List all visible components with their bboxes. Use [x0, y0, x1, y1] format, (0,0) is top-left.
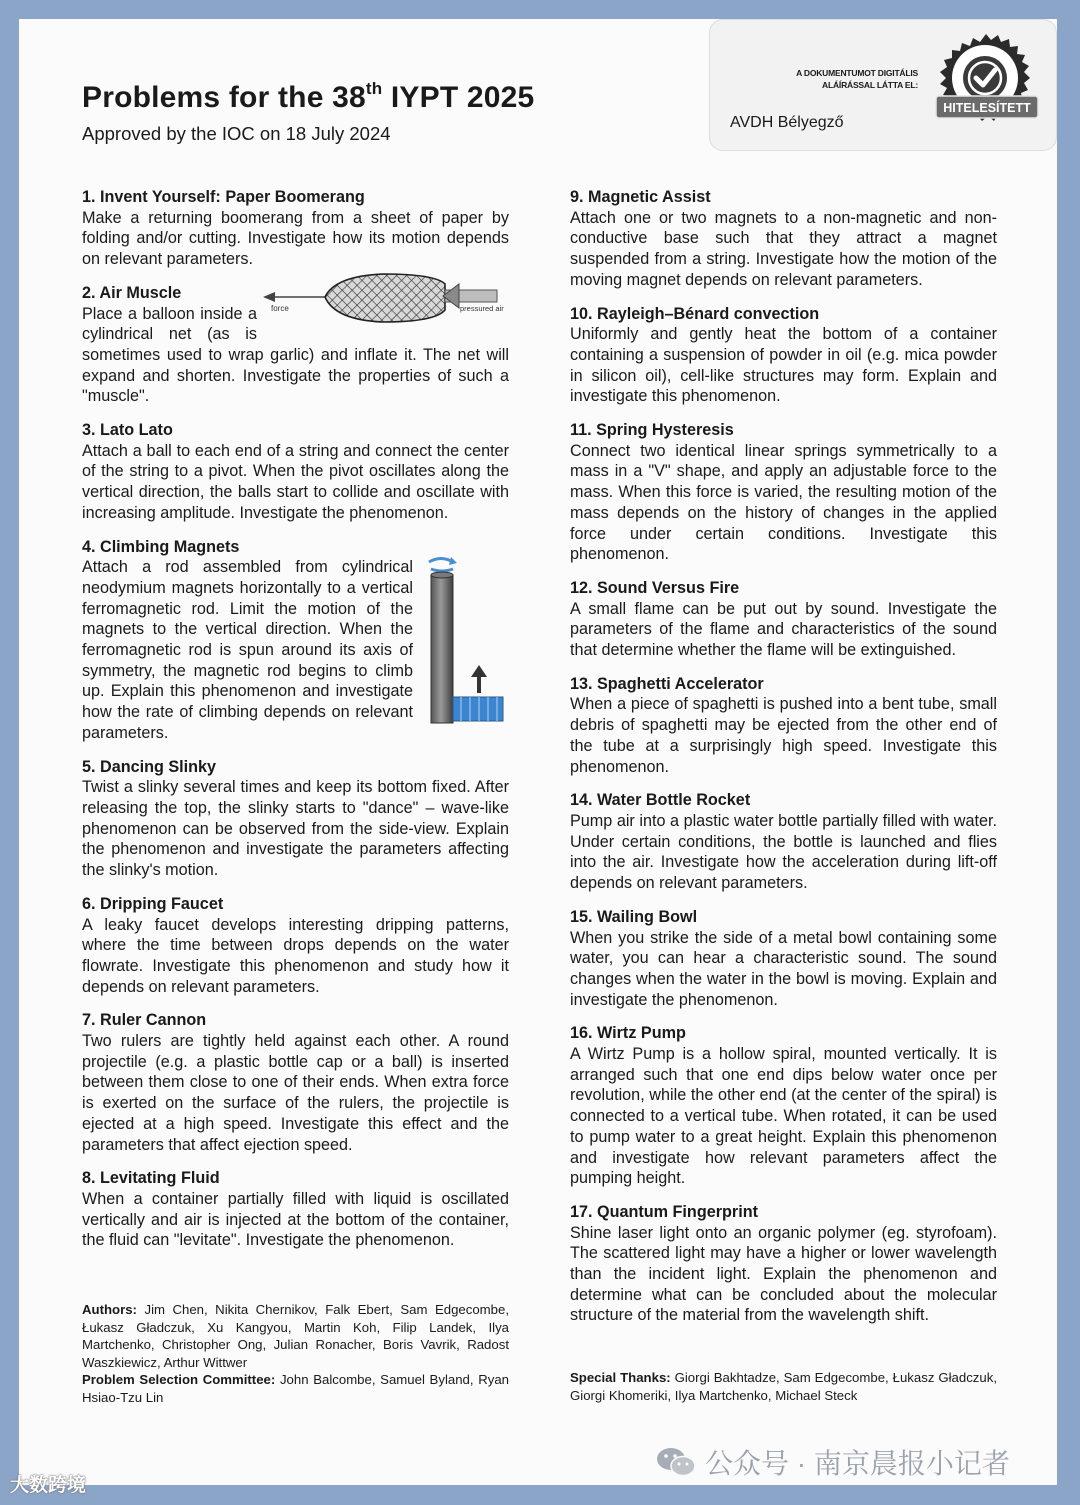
problem-title: 1. Invent Yourself: Paper Boomerang [82, 188, 365, 206]
problem-title: 15. Wailing Bowl [570, 907, 698, 926]
problem-text: Two rulers are tightly held against each other. A round projectile (e.g. a plastic bottle cap or a ball) is inserted between them close to one of their ends. When extra force is exerted on the surface of the rulers, the projectile is ejected at a high speed. Investigate this effect and the parameters that affect ejection speed. [82, 1032, 509, 1154]
problem-title: 4. Climbing Magnets [82, 537, 240, 556]
problem-title: 13. Spaghetti Accelerator [570, 674, 764, 693]
problem-title: 7. Ruler Cannon [82, 1011, 207, 1030]
problem-item [82, 420, 509, 524]
problem-text: A Wirtz Pump is a hollow spiral, mounted vertically. It is arranged such that one end dips below water once per revolution, while the other end (at the center of the spiral) is connected to a vertical tube. When rotated, it can be used to pump water to a great height. Explain this phenomenon and investigate how relevant parameters affect the pumping height. [570, 1045, 997, 1188]
problem-title: 10. Rayleigh–Bénard convection [570, 304, 820, 323]
problem-title: 11. Spring Hysteresis [570, 421, 734, 440]
problem-text: When you strike the side of a metal bowl containing some water, you can hear a characteristic sound. The sound changes when the water in the bowl is moving. Explain and investigate the phenomenon. [570, 928, 997, 1009]
problem-item [570, 304, 997, 408]
seal-banner-text: HITELESÍTETT [943, 101, 1031, 115]
problem-item [82, 1168, 509, 1251]
climbing-magnets-figure [427, 557, 509, 727]
stamp-name: AVDH Bélyegző [730, 114, 844, 131]
problem-item [570, 420, 997, 565]
problem-item [570, 1202, 997, 1326]
problems-right-column [570, 187, 997, 1339]
problem-title: 6. Dripping Faucet [82, 894, 224, 913]
stamp-caption: A DOKUMENTUMOT DIGITÁLIS ALÁÍRÁSSAL LÁTTA EL: [796, 68, 918, 90]
problem-text: A leaky faucet develops interesting dripping patterns, where the time between drops depends on the water flowrate. Investigate this phenomenon and study how it depends on relevant parameters. [82, 915, 509, 996]
wechat-watermark: 公众号 · 南京晨报小记者 [655, 1442, 1010, 1482]
seal-icon [928, 32, 1044, 140]
problem-text: Connect two identical linear springs symmetrically to a mass in a "V" shape, and apply an adjustable force to the mass. When this force is varied, the resulting motion of the mass depends on the history of changes in the applied force under certain conditions. Investigate this phenomenon. [570, 441, 997, 564]
page-title: Problems for the 38th IYPT 2025 [82, 79, 535, 114]
problem-item [82, 187, 509, 270]
pressured-air-label: pressured air [460, 303, 504, 313]
problem-text: When a container partially filled with liquid is oscillated vertically and air is injected at the bottom of the container, the fluid can "levitate". Investigate the phenomenon. [82, 1189, 509, 1250]
problem-title: 16. Wirtz Pump [570, 1024, 686, 1043]
problem-item [570, 187, 997, 291]
problem-title: 14. Water Bottle Rocket [570, 791, 751, 810]
problem-title: 5. Dancing Slinky [82, 757, 217, 776]
problem-title: 8. Levitating Fluid [82, 1169, 220, 1188]
problem-item [570, 907, 997, 1011]
problem-title: 12. Sound Versus Fire [570, 578, 740, 597]
problem-text: Shine laser light onto an organic polymer (eg. styrofoam). The scattered light may have a higher or lower wavelength than the incident light. Explain the phenomenon and determine what can be concluded about the molecular structure of the material from the wavelength shift. [570, 1223, 997, 1325]
problem-title: 3. Lato Lato [82, 421, 173, 440]
page-subtitle: Approved by the IOC on 18 July 2024 [82, 123, 391, 144]
problem-text: A small flame can be put out by sound. Investigate the parameters of the flame and characteristics of the sound that determine whether the flame will be extinguished. [570, 599, 997, 660]
problem-item [570, 790, 997, 894]
problem-item [82, 537, 509, 744]
problem-text: When a piece of spaghetti is pushed into a bent tube, small debris of spaghetti may be ejected from the other end of the tube at a surprisingly high speed. Investigate this phenomenon. [570, 695, 997, 776]
problem-item [570, 1023, 997, 1189]
problem-text: Uniformly and gently heat the bottom of a container containing a suspension of powder in oil (e.g. mica powder in silicon oil), cell-like structures may form. Explain and investigate this phenomenon. [570, 325, 997, 406]
problem-text: Attach a ball to each end of a string and connect the center of the string to a pivot. When the pivot oscillates along the vertical direction, the balls start to collide and oscillate with increasing amplitude. Investigate the phenomenon. [82, 441, 509, 522]
special-thanks-block: Special Thanks: Giorgi Bakhtadze, Sam Edgecombe, Łukasz Gładczuk, Giorgi Khomeriki, Ilya Martchenko, Michael Steck [570, 1370, 997, 1403]
problem-text: Make a returning boomerang from a sheet of paper by folding and/or cutting. Investigate how its motion depends on relevant parameters. [82, 208, 509, 269]
problems-left-column [82, 187, 509, 1264]
problem-item [82, 894, 509, 998]
problem-text: Attach a rod assembled from cylindrical neodymium magnets horizontally to a vertical ferromagnetic rod. Limit the motion of the magnets to the vertical direction. When the ferromagnetic rod is spun around its axis of symmetry, the magnetic rod begins to climb up. Explain this phenomenon and investigate how the rate of climbing depends on relevant parameters. [82, 558, 413, 742]
problem-item [570, 578, 997, 661]
digital-signature-stamp [709, 19, 1057, 151]
authors-line: Authors: Jim Chen, Nikita Chernikov, Falk Ebert, Sam Edgecombe, Łukasz Gładczuk, Xu Kangyou, Martin Koh, Filip Landek, Ilya Martchenko, Christopher Ong, Julian Ronacher, Boris Vavrik, Radost Waszkiewicz, Arthur Wittwer [82, 1302, 509, 1370]
problem-item [82, 283, 509, 407]
problem-text: Twist a slinky several times and keep its bottom fixed. After releasing the top, the slinky starts to "dance" – wave-like phenomenon can be observed from the side-view. Explain the phenomenon and investigate the parameters affecting the slinky's motion. [82, 778, 509, 880]
wechat-icon [655, 1445, 697, 1479]
committee-line: Problem Selection Committee: John Balcombe, Samuel Byland, Ryan Hsiao-Tzu Lin [82, 1372, 509, 1405]
problem-item [82, 757, 509, 881]
problem-text: Pump air into a plastic water bottle partially filled with water. Under certain conditions, the bottle is launched and flies into the air. Investigate how the acceleration during lift-off depends on relevant parameters. [570, 811, 997, 893]
problem-item [570, 674, 997, 778]
problem-title: 9. Magnetic Assist [570, 188, 711, 206]
problem-text: Place a balloon inside a cylindrical net (as is sometimes used to wrap garlic) and inflate it. The net will expand and shorten. Investigate the properties of such a "muscle". [82, 304, 509, 406]
force-label: force [271, 303, 289, 313]
air-muscle-figure [263, 270, 509, 336]
credits-block [82, 1301, 509, 1406]
document-page [19, 19, 1057, 1485]
problem-item [82, 1010, 509, 1155]
corner-watermark: 大数跨境 [10, 1475, 87, 1496]
problem-title: 2. Air Muscle [82, 283, 182, 302]
problem-text: Attach one or two magnets to a non-magnetic and non-conductive base such that they attract a magnet suspended from a string. Investigate how the motion of the moving magnet depends on relevant parameters. [570, 208, 997, 289]
problem-title: 17. Quantum Fingerprint [570, 1202, 758, 1221]
